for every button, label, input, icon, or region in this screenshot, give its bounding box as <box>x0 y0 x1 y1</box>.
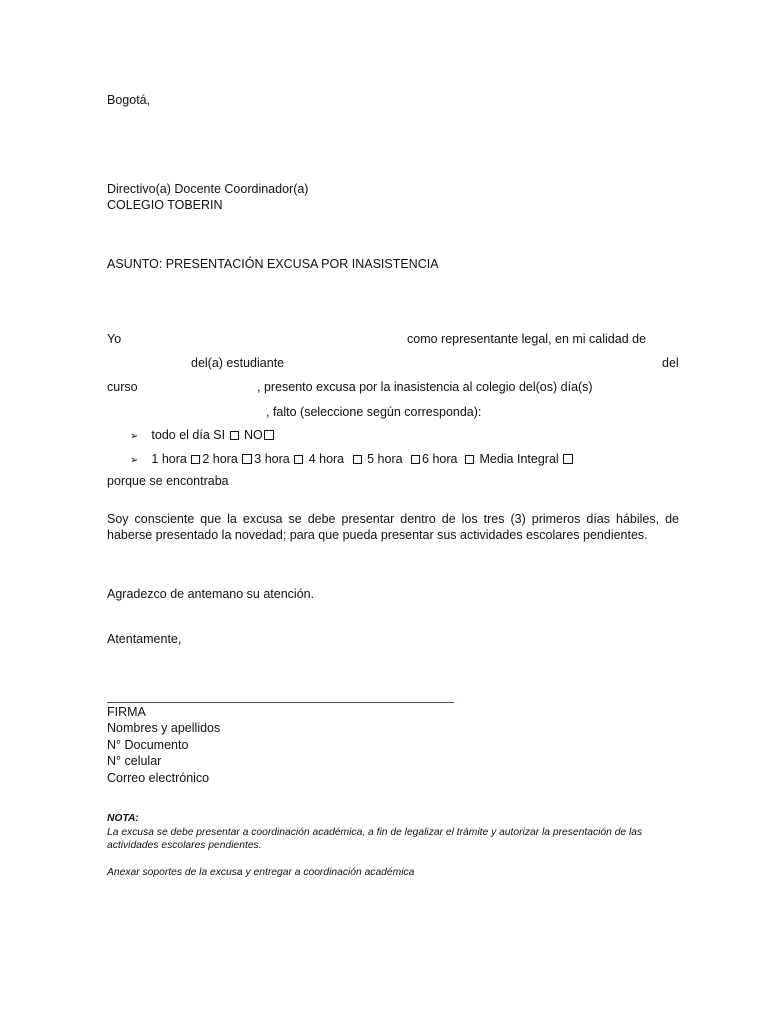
recipient-title: Directivo(a) Docente Coordinador(a) <box>107 182 309 196</box>
hour-4-label: 4 hora <box>308 452 345 466</box>
bullet-arrow-icon: ➢ <box>130 455 139 466</box>
checkbox-hour-1[interactable] <box>191 455 200 464</box>
hour-2-label: 2 hora <box>202 452 238 466</box>
checkbox-no[interactable] <box>264 430 274 440</box>
note-line-1: La excusa se debe presentar a coordinación académica, a fin de legalizar el trámite y autorizar la presentación de las actividades escolares pendientes. <box>107 827 643 852</box>
option-hours <box>130 451 575 467</box>
closing-line: Atentamente, <box>107 632 182 646</box>
signature-email: Correo electrónico <box>107 771 210 785</box>
checkbox-hour-4[interactable] <box>353 455 362 464</box>
hour-1-label: 1 hora <box>151 452 187 466</box>
body-falto: , falto (seleccione según corresponda): <box>266 405 482 419</box>
subject-line: ASUNTO: PRESENTACIÓN EXCUSA POR INASISTENCIA <box>107 257 439 271</box>
body-presento: , presento excusa por la inasistencia al colegio del(os) día(s) <box>257 380 593 394</box>
body-del: del <box>662 356 679 370</box>
city-date-line: Bogotá, <box>107 93 151 107</box>
full-day-label: todo el día SI <box>151 428 226 442</box>
checkbox-si[interactable] <box>230 431 239 440</box>
checkbox-media-integral[interactable] <box>563 454 573 464</box>
hour-6-label: 6 hora <box>422 452 458 466</box>
recipient-school: COLEGIO TOBERIN <box>107 198 223 212</box>
body-yo: Yo <box>107 332 122 346</box>
media-integral-label: Media Integral <box>479 452 559 466</box>
paragraph-conscious: Soy consciente que la excusa se debe presentar dentro de los tres (3) primeros días hábiles, de haberse presentado la novedad; para que pueda presentar sus actividades escolares pendientes. <box>107 512 679 543</box>
thanks-line: Agradezco de antemano su atención. <box>107 587 315 601</box>
option-full-day <box>130 427 276 443</box>
no-label: NO <box>244 428 263 442</box>
note-line-2: Anexar soportes de la excusa y entregar a coordinación académica <box>107 867 415 878</box>
signature-names: Nombres y apellidos <box>107 721 221 735</box>
signature-line <box>107 702 454 703</box>
body-curso: curso <box>107 380 138 394</box>
note-title: NOTA: <box>107 813 139 824</box>
signature-firma: FIRMA <box>107 705 146 719</box>
body-representante: como representante legal, en mi calidad de <box>407 332 647 346</box>
signature-document: N° Documento <box>107 738 189 752</box>
bullet-arrow-icon: ➢ <box>130 431 139 442</box>
checkbox-hour-2[interactable] <box>242 454 252 464</box>
body-porque: porque se encontraba <box>107 474 229 488</box>
checkbox-hour-6[interactable] <box>465 455 474 464</box>
checkbox-hour-3[interactable] <box>294 455 303 464</box>
checkbox-hour-5[interactable] <box>411 455 420 464</box>
hour-5-label: 5 hora <box>367 452 403 466</box>
body-student: del(a) estudiante <box>191 356 285 370</box>
signature-cell: N° celular <box>107 754 162 768</box>
hour-3-label: 3 hora <box>254 452 290 466</box>
